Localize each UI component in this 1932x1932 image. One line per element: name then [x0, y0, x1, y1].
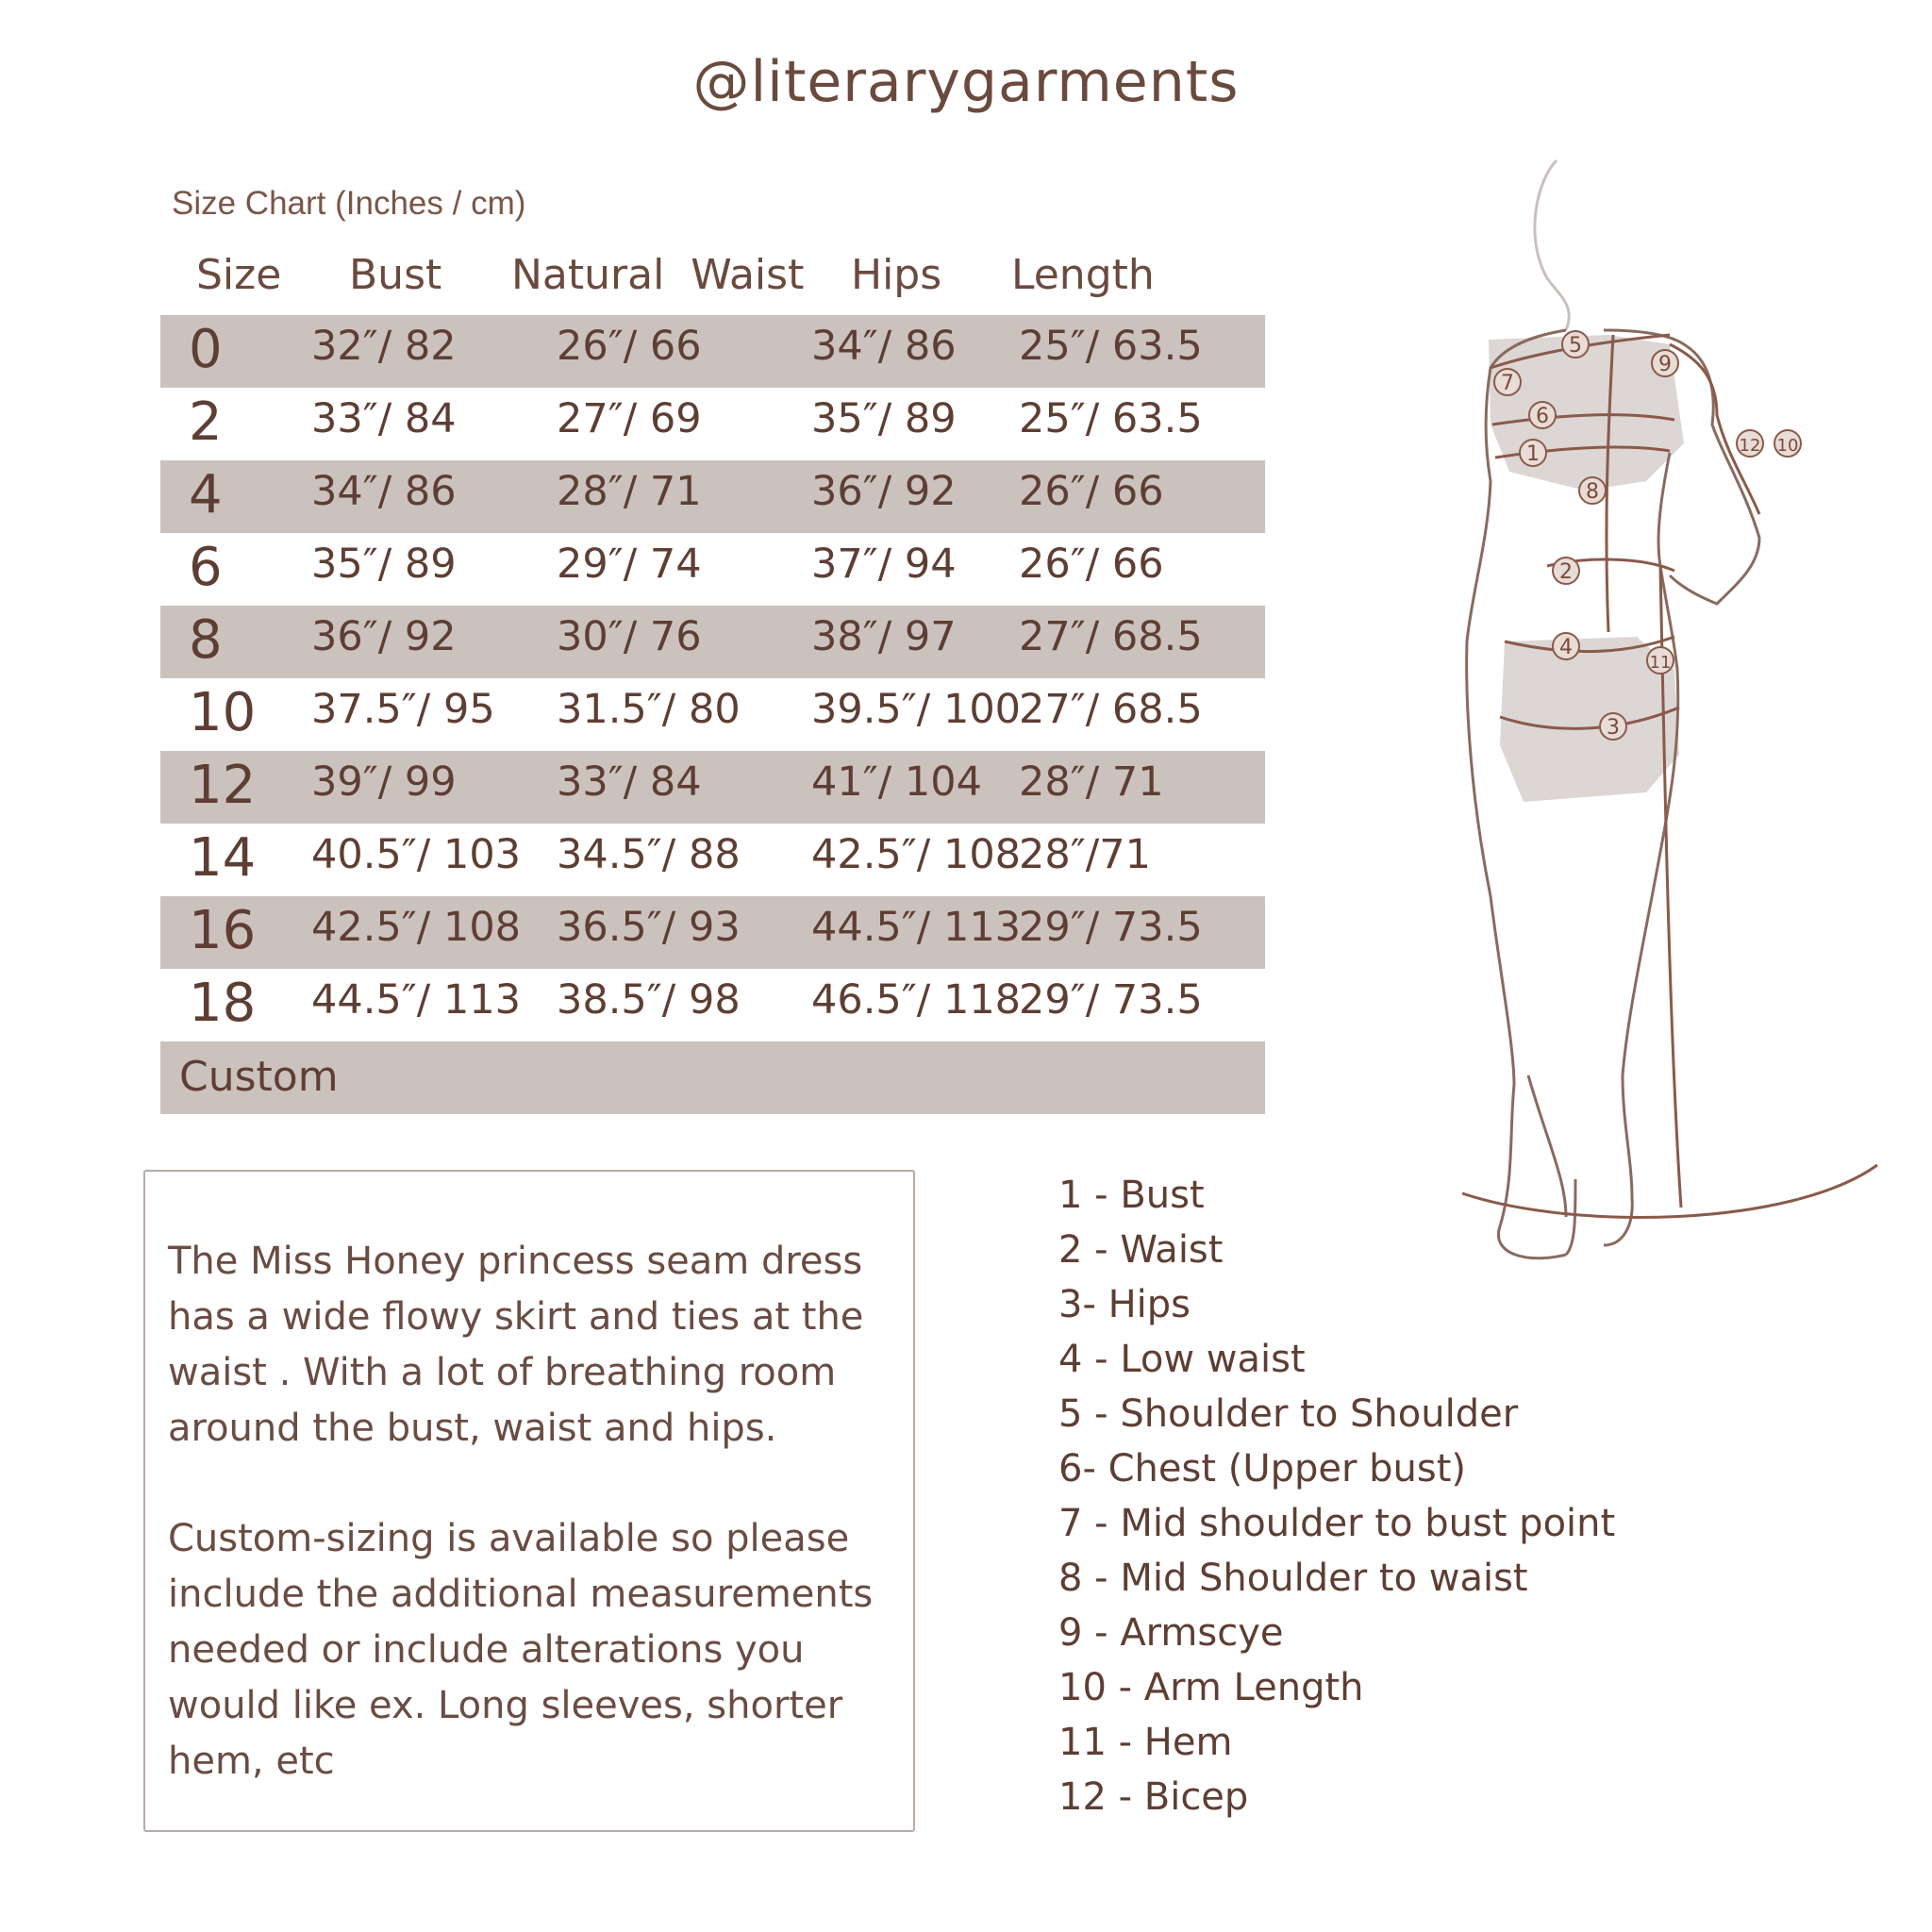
description-box: [143, 1170, 915, 1832]
bust-cell: 35″/ 89: [311, 541, 457, 588]
svg-text:7: 7: [1501, 372, 1514, 395]
length-cell: 29″/ 73.5: [1019, 976, 1203, 1024]
custom-size-label: Custom: [179, 1053, 339, 1101]
hips-cell: 41″/ 104: [811, 758, 983, 806]
table-row: [160, 460, 1265, 533]
table-row: [160, 315, 1265, 388]
length-cell: 28″/71: [1019, 831, 1151, 878]
legend-item: 4 - Low waist: [1058, 1338, 1306, 1381]
waist-cell: 29″/ 74: [557, 541, 702, 588]
hips-cell: 38″/ 97: [811, 613, 957, 660]
table-row: [160, 388, 1265, 460]
marker-12-icon: [1737, 430, 1763, 457]
hips-cell: 44.5″/ 113: [811, 904, 1022, 951]
hips-cell: 36″/ 92: [811, 468, 957, 515]
marker-9-icon: [1652, 350, 1678, 376]
table-row: [160, 751, 1265, 824]
waist-cell: 31.5″/ 80: [557, 686, 741, 733]
description-paragraph-2: Custom-sizing is available so please include the additional measurements needed or include alterations you would like ex. Long sleeves, shorter hem, etc: [168, 1517, 874, 1783]
legend-item: 11 - Hem: [1058, 1721, 1233, 1764]
hips-cell: 35″/ 89: [811, 395, 957, 442]
table-row: [160, 606, 1265, 678]
size-cell: 12: [189, 755, 257, 816]
head-outline: [1535, 160, 1569, 330]
hips-cell: 37″/ 94: [811, 541, 957, 588]
size-chart-table: [160, 236, 1265, 1114]
bust-cell: 34″/ 86: [311, 468, 457, 515]
legend-item: 10 - Arm Length: [1058, 1666, 1364, 1709]
waist-cell: 28″/ 71: [557, 468, 702, 515]
table-row-custom: [160, 1041, 1265, 1114]
size-cell: 6: [189, 537, 223, 598]
table-row: [160, 896, 1265, 969]
size-cell: 8: [189, 609, 223, 671]
bust-cell: 33″/ 84: [311, 395, 457, 442]
hips-cell: 46.5″/ 118: [811, 976, 1022, 1024]
marker-3-icon: [1600, 713, 1626, 740]
legend-item: 9 - Armscye: [1058, 1611, 1284, 1655]
bust-cell: 39″/ 99: [311, 758, 457, 806]
svg-text:11: 11: [1649, 653, 1672, 673]
marker-8-icon: [1579, 477, 1606, 504]
waist-cell: 34.5″/ 88: [557, 831, 741, 878]
legend-item: 3- Hips: [1058, 1283, 1191, 1326]
floor-arc: [1462, 1165, 1877, 1217]
waist-cell: 36.5″/ 93: [557, 904, 741, 951]
length-cell: 29″/ 73.5: [1019, 904, 1203, 951]
legend-item: 8 - Mid Shoulder to waist: [1058, 1557, 1528, 1600]
table-row: [160, 533, 1265, 606]
legend-item: 2 - Waist: [1058, 1228, 1224, 1272]
column-header-hips: Hips: [851, 251, 942, 299]
size-cell: 0: [189, 319, 223, 380]
size-cell: 18: [189, 973, 257, 1034]
waist-cell: 38.5″/ 98: [557, 976, 741, 1024]
svg-text:4: 4: [1559, 636, 1573, 659]
marker-5-icon: [1562, 331, 1589, 358]
length-cell: 26″/ 66: [1019, 541, 1164, 588]
length-cell: 28″/ 71: [1019, 758, 1164, 806]
size-cell: 14: [189, 827, 257, 889]
brand-handle: @literarygarments: [692, 49, 1240, 115]
legend-item: 7 - Mid shoulder to bust point: [1058, 1502, 1616, 1545]
marker-7-icon: [1494, 369, 1521, 395]
bust-cell: 42.5″/ 108: [311, 904, 522, 951]
hips-cell: 39.5″/ 100: [811, 686, 1022, 733]
hips-cell: 34″/ 86: [811, 323, 957, 370]
marker-4-icon: [1553, 633, 1579, 659]
description-paragraph-1: The Miss Honey princess seam dress has a wide flowy skirt and ties at the waist . With a lot of breathing room around the bust, waist and hips.: [168, 1240, 864, 1450]
table-row: [160, 824, 1265, 896]
table-row: [160, 969, 1265, 1041]
svg-text:12: 12: [1739, 436, 1761, 456]
column-header-waist: Natural Waist: [511, 251, 805, 299]
legend-item: 12 - Bicep: [1058, 1775, 1249, 1819]
body-measurement-figure: [1434, 142, 1924, 1406]
column-header-length: Length: [1011, 251, 1155, 299]
length-cell: 25″/ 63.5: [1019, 323, 1203, 370]
svg-text:5: 5: [1569, 334, 1582, 358]
svg-text:6: 6: [1536, 405, 1549, 428]
waist-cell: 30″/ 76: [557, 613, 702, 660]
marker-10-icon: [1774, 430, 1801, 457]
svg-text:9: 9: [1658, 353, 1672, 376]
svg-text:3: 3: [1607, 716, 1620, 740]
size-chart-title: Size Chart (Inches / cm): [172, 185, 526, 222]
size-cell: 2: [189, 391, 223, 453]
length-cell: 26″/ 66: [1019, 468, 1164, 515]
size-cell: 4: [189, 464, 223, 525]
waist-cell: 33″/ 84: [557, 758, 702, 806]
table-row: [160, 678, 1265, 751]
column-header-bust: Bust: [349, 251, 442, 299]
svg-text:2: 2: [1559, 560, 1573, 584]
size-cell: 16: [189, 900, 257, 961]
legend-item: 1 - Bust: [1058, 1174, 1205, 1217]
table-header: [160, 236, 1265, 315]
length-cell: 27″/ 68.5: [1019, 613, 1203, 660]
marker-2-icon: [1553, 558, 1579, 584]
hips-cell: 42.5″/ 108: [811, 831, 1022, 878]
column-header-size: Size: [196, 251, 282, 299]
marker-6-icon: [1529, 402, 1556, 428]
bust-cell: 40.5″/ 103: [311, 831, 522, 878]
bust-cell: 44.5″/ 113: [311, 976, 522, 1024]
size-cell: 10: [189, 682, 257, 743]
length-cell: 25″/ 63.5: [1019, 395, 1203, 442]
svg-text:1: 1: [1526, 442, 1540, 466]
waist-cell: 26″/ 66: [557, 323, 702, 370]
legend-item: 6- Chest (Upper bust): [1058, 1447, 1467, 1491]
length-cell: 27″/ 68.5: [1019, 686, 1203, 733]
svg-text:8: 8: [1586, 480, 1599, 504]
marker-1-icon: [1520, 440, 1546, 466]
waist-cell: 27″/ 69: [557, 395, 702, 442]
marker-11-icon: [1647, 647, 1674, 674]
legend-item: 5 - Shoulder to Shoulder: [1058, 1392, 1519, 1436]
bust-cell: 37.5″/ 95: [311, 686, 495, 733]
bust-cell: 36″/ 92: [311, 613, 457, 660]
bust-cell: 32″/ 82: [311, 323, 457, 370]
svg-text:10: 10: [1776, 436, 1799, 456]
